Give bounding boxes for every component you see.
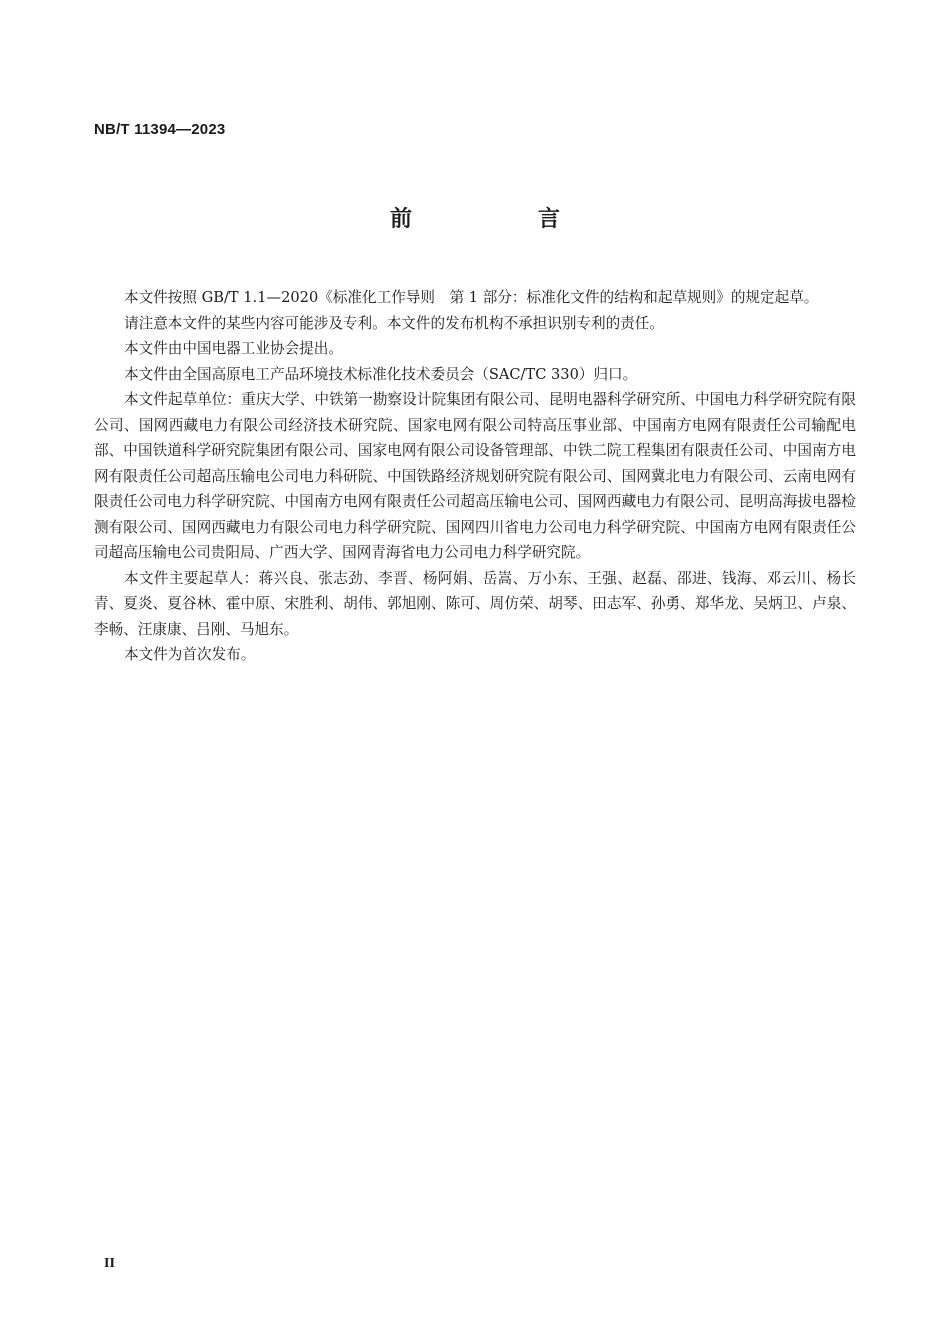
page-number: II bbox=[104, 1256, 115, 1271]
paragraph-first-release: 本文件为首次发布。 bbox=[124, 646, 256, 663]
foreword-body bbox=[94, 285, 856, 668]
paragraph-drafting-units: 本文件起草单位：重庆大学、中铁第一勘察设计院集团有限公司、昆明电器科学研究所、中国电力科学研究院有限公司、国网西藏电力有限公司经济技术研究院、国家电网有限公司特高压事业部、中国南方电网有限责任公司输配电部、中国铁道科学研究院集团有限公司、国家电网有限公司设备管理部、中铁二院工程集团有限责任公司、中国南方电网有限责任公司超高压输电公司电力科研院、中国铁路经济规划研究院有限公司、国网冀北电力有限公司、云南电网有限责任公司电力科学研究院、中国南方电网有限责任公司超高压输电公司、国网西藏电力有限公司、昆明高海拔电器检测有限公司、国网西藏电力有限公司电力科学研究院、国网四川省电力公司电力科学研究院、中国南方电网有限责任公司超高压输电公司贵阳局、广西大学、国网青海省电力公司电力科学研究院。 bbox=[94, 391, 856, 561]
section-title: 前 言 bbox=[389, 207, 612, 232]
document-code: NB/T 11394—2023 bbox=[94, 121, 226, 138]
paragraph-drafting-rules: 本文件按照 GB/T 1.1—2020《标准化工作导则 第 1 部分：标准化文件的结构和起草规则》的规定起草。 bbox=[124, 289, 819, 306]
paragraph-committee: 本文件由全国高原电工产品环境技术标准化技术委员会（SAC/TC 330）归口。 bbox=[124, 365, 638, 383]
paragraph-drafters: 本文件主要起草人：蒋兴良、张志劲、李晋、杨阿娟、岳嵩、万小东、王强、赵磊、邵进、钱海、邓云川、杨长青、夏炎、夏谷林、霍中原、宋胜利、胡伟、郭旭刚、陈可、周仿荣、胡琴、田志军、孙勇、郑华龙、吴炳卫、卢泉、李畅、汪康康、吕刚、马旭东。 bbox=[94, 569, 856, 638]
paragraph-patent-notice: 请注意本文件的某些内容可能涉及专利。本文件的发布机构不承担识别专利的责任。 bbox=[124, 314, 664, 332]
paragraph-proposer: 本文件由中国电器工业协会提出。 bbox=[124, 340, 343, 357]
